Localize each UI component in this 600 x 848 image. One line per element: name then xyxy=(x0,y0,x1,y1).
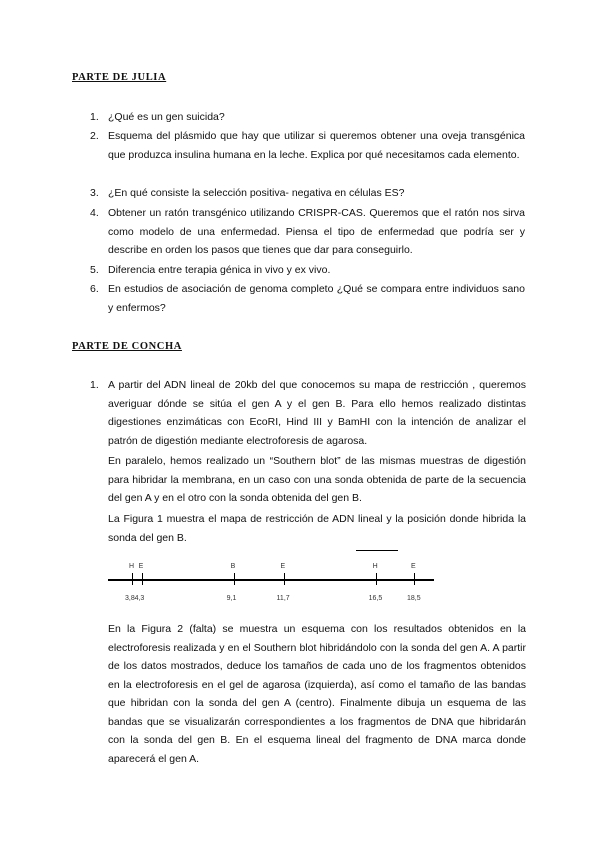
site-tick xyxy=(142,573,143,585)
item-number: 1. xyxy=(90,111,99,123)
item-number: 5. xyxy=(90,264,99,276)
site-enzyme-label: E xyxy=(138,563,144,570)
dna-line xyxy=(108,579,434,581)
item-text: Obtener un ratón transgénico utilizando CRISPR-CAS. Queremos que el ratón nos sirva como modelo de una enfermedad. Piensa el tipo de enfermedad que podría ser y describe en orden los pasos que tienes que dar para conseguirlo. xyxy=(108,207,525,256)
item-text: En estudios de asociación de genoma completo ¿Qué se compara entre individuos sano y enfermos? xyxy=(108,283,525,314)
site-enzyme-label: E xyxy=(280,563,286,570)
site-tick xyxy=(132,573,133,585)
site-position-label: 11,7 xyxy=(276,595,290,602)
item-text: Esquema del plásmido que hay que utilizar si queremos obtener una oveja transgénica que produzca insulina humana en la leche. Explica por qué necesitamos cada elemento. xyxy=(108,130,525,161)
heading-julia: PARTE DE JULIA xyxy=(72,72,167,83)
item-text: ¿Qué es un gen suicida? xyxy=(108,111,225,123)
site-tick xyxy=(234,573,235,585)
item-number: 6. xyxy=(90,283,99,295)
site-enzyme-label: H xyxy=(129,563,135,570)
site-position-label: 4,3 xyxy=(134,595,145,602)
gene-b-probe-line xyxy=(356,550,398,551)
site-position-label: 16,5 xyxy=(368,595,383,602)
item-number: 2. xyxy=(90,130,99,142)
concha-paragraph-2: En paralelo, hemos realizado un “Southern blot” de las mismas muestras de digestión para hibridar la membrana, en un caso con una sonda obtenida de parte de la secuencia del gen A y en el otro con la sonda obtenida del gen B. xyxy=(108,455,526,504)
item-number: 4. xyxy=(90,207,99,219)
site-enzyme-label: H xyxy=(372,563,378,570)
site-enzyme-label: E xyxy=(411,563,416,570)
item-text: ¿En qué consiste la selección positiva- negativa en células ES? xyxy=(108,187,405,199)
site-position-label: 18,5 xyxy=(407,595,421,602)
site-tick xyxy=(376,573,377,585)
heading-concha: PARTE DE CONCHA xyxy=(72,341,182,352)
concha-paragraph-1: A partir del ADN lineal de 20kb del que conocemos su mapa de restricción , queremos averiguar dónde se sitúa el gen A y el gen B. Para ello hemos realizado distintas digestiones enzimáticas con EcoRI, Hind III y BamHI con la intención de analizar el patrón de digestión mediante electroforesis de agarosa. xyxy=(108,379,526,447)
item-number: 3. xyxy=(90,187,99,199)
site-position-label: 3,8 xyxy=(125,595,135,602)
concha-paragraph-3: La Figura 1 muestra el mapa de restricción de ADN lineal y la posición donde hibrida la sonda del gen B. xyxy=(108,513,526,544)
site-enzyme-label: B xyxy=(230,563,236,570)
item-number: 1. xyxy=(90,379,99,391)
site-position-label: 9,1 xyxy=(226,595,237,602)
site-tick xyxy=(284,573,285,585)
concha-paragraph-4: En la Figura 2 (falta) se muestra un esquema con los resultados obtenidos en la electroforesis realizada y en el Southern blot hibridándolo con la sonda del gen A. A partir de los datos mostrados, deduce los tamaños de cada uno de los fragmentos obtenidos en la electroforesis en el gel de agarosa (izquierda), así como el tamaño de las bandas que hibridan con la sonda del gen A (centro). Finalmente dibuja un esquema de las bandas que se visualizarán correspondientes a los fragmentos de DNA que hibridarán con la sonda del gen B. En el esquema lineal del fragmento de DNA marca donde aparecerá el gen A. xyxy=(108,623,526,765)
site-tick xyxy=(414,573,415,585)
item-text: Diferencia entre terapia génica in vivo y ex vivo. xyxy=(108,264,331,276)
restriction-map xyxy=(108,545,438,615)
